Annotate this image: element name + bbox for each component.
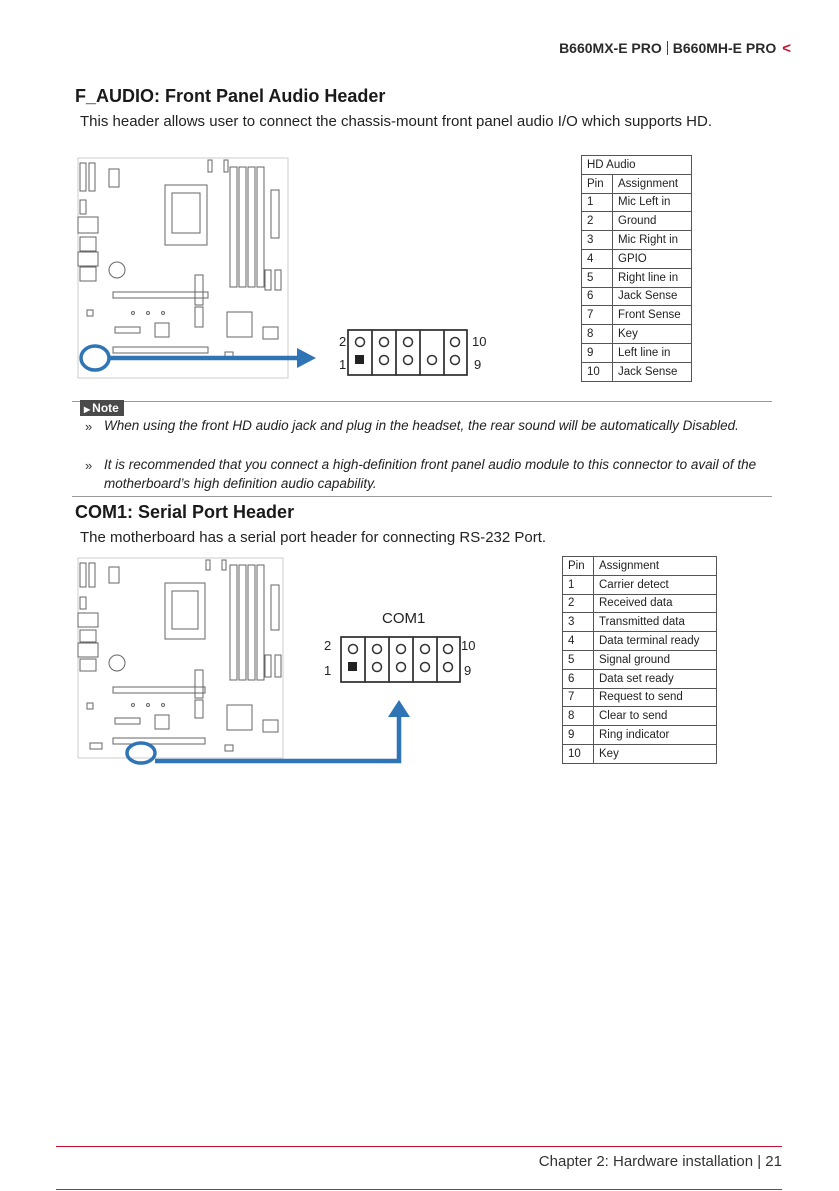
f-audio-description: This header allows user to connect the chassis-mount front panel audio I/O which supports HD. [80,113,712,130]
note-label: Note [92,401,119,415]
motherboard-outline [78,158,288,378]
pin-assignment: Transmitted data [594,613,717,632]
col-header-pin: Pin [582,174,613,193]
com1-arrow-head [388,700,410,717]
pin-number: 8 [563,707,594,726]
table-row [563,726,717,745]
com1-connector-label: COM1 [382,610,426,627]
com1-board-diagram [75,555,515,770]
model-name-a: B660MX-E PRO [559,40,662,56]
table-row [582,287,692,306]
table-row [563,669,717,688]
table-row [563,594,717,613]
pin-number: 2 [563,594,594,613]
f-audio-board-diagram [75,155,515,385]
pin-assignment: Carrier detect [594,575,717,594]
label-pin-2: 2 [339,334,347,349]
table-row [563,575,717,594]
pin-assignment: Data terminal ready [594,632,717,651]
model-name-b: B660MH-E PRO [672,40,777,56]
table-row [582,249,692,268]
label-pin-9: 9 [464,663,472,678]
pin-assignment: Data set ready [594,669,717,688]
footer-accent-line [56,1146,782,1147]
pin-number: 7 [582,306,613,325]
pin-number: 9 [563,726,594,745]
pin-number: 3 [563,613,594,632]
pin-assignment: Request to send [594,688,717,707]
table-row [582,212,692,231]
pin-assignment: Right line in [613,268,692,287]
pin-assignment: Mic Left in [613,193,692,212]
com1-title: COM1: Serial Port Header [75,502,295,522]
pin-1-square [348,662,357,671]
pin-number: 4 [563,632,594,651]
table-row [582,362,692,381]
pin-number: 7 [563,688,594,707]
pin-header-outline [341,637,460,682]
note-item: It is recommended that you connect a high-definition front panel audio module to this connector to avail of the motherboard’s high definition audio capability. [104,457,757,491]
label-pin-1: 1 [324,663,332,678]
pin-assignment: Jack Sense [613,287,692,306]
note-bullet-icon: » [85,458,93,473]
com1-highlight-circle [127,743,155,763]
play-icon: ▶ [84,405,91,414]
label-pin-10: 10 [461,638,476,653]
table-row [563,650,717,669]
col-header-assignment: Assignment [594,557,717,576]
header-arrow-icon: < [782,40,791,57]
pin-number: 3 [582,231,613,250]
table-row [582,343,692,362]
label-pin-10: 10 [472,334,487,349]
label-pin-2: 2 [324,638,332,653]
table-caption: HD Audio [582,156,692,175]
pin-assignment: Clear to send [594,707,717,726]
pin-number: 5 [563,650,594,669]
pin-assignment: Signal ground [594,650,717,669]
pin-number: 8 [582,325,613,344]
table-row [563,744,717,763]
page-header [559,40,791,57]
f-audio-title: F_AUDIO: Front Panel Audio Header [75,86,386,106]
pin-assignment: Ground [613,212,692,231]
label-pin-1: 1 [339,357,347,372]
pin-number: 4 [582,249,613,268]
table-row [563,707,717,726]
pin-number: 10 [563,744,594,763]
note-badge [80,400,124,416]
pin-assignment: Mic Right in [613,231,692,250]
note-item: When using the front HD audio jack and plug in the headset, the rear sound will be automatically Disabled. [104,418,739,433]
pin-number: 1 [582,193,613,212]
pin-assignment: Received data [594,594,717,613]
pin-number: 6 [582,287,613,306]
pin-assignment: GPIO [613,249,692,268]
pin-number: 10 [582,362,613,381]
f-audio-highlight-circle [81,346,109,370]
header-separator [667,41,668,55]
table-header-row [563,557,717,576]
table-row [582,268,692,287]
pin-assignment: Jack Sense [613,362,692,381]
col-header-assignment: Assignment [613,174,692,193]
pin-number: 6 [563,669,594,688]
f-audio-pin-table [581,155,692,382]
page-footer: Chapter 2: Hardware installation | 21 [538,1153,782,1170]
com1-description: The motherboard has a serial port header for connecting RS-232 Port. [80,529,547,546]
pin-assignment: Key [613,325,692,344]
label-pin-9: 9 [474,357,482,372]
table-row [582,306,692,325]
pin-number: 9 [582,343,613,362]
pin-header-outline [348,330,467,375]
pin-1-square [355,355,364,364]
note-bullet-icon: » [85,419,93,434]
pin-assignment: Left line in [613,343,692,362]
f-audio-pin-header [339,330,486,375]
table-row [563,613,717,632]
table-row [563,632,717,651]
note-bottom-divider [72,496,772,497]
table-row [582,193,692,212]
pin-number: 5 [582,268,613,287]
motherboard-outline [78,558,283,758]
f-audio-arrow-head [297,348,316,368]
pin-assignment: Ring indicator [594,726,717,745]
pin-assignment: Key [594,744,717,763]
pin-number: 1 [563,575,594,594]
pin-assignment: Front Sense [613,306,692,325]
col-header-pin: Pin [563,557,594,576]
com1-pin-header [324,637,475,682]
table-row [582,231,692,250]
footer-bottom-line [56,1189,782,1190]
table-header-row [582,174,692,193]
pin-number: 2 [582,212,613,231]
table-caption-row [582,156,692,175]
note-top-divider [72,401,772,402]
table-row [582,325,692,344]
com1-pin-table [562,556,717,764]
table-row [563,688,717,707]
